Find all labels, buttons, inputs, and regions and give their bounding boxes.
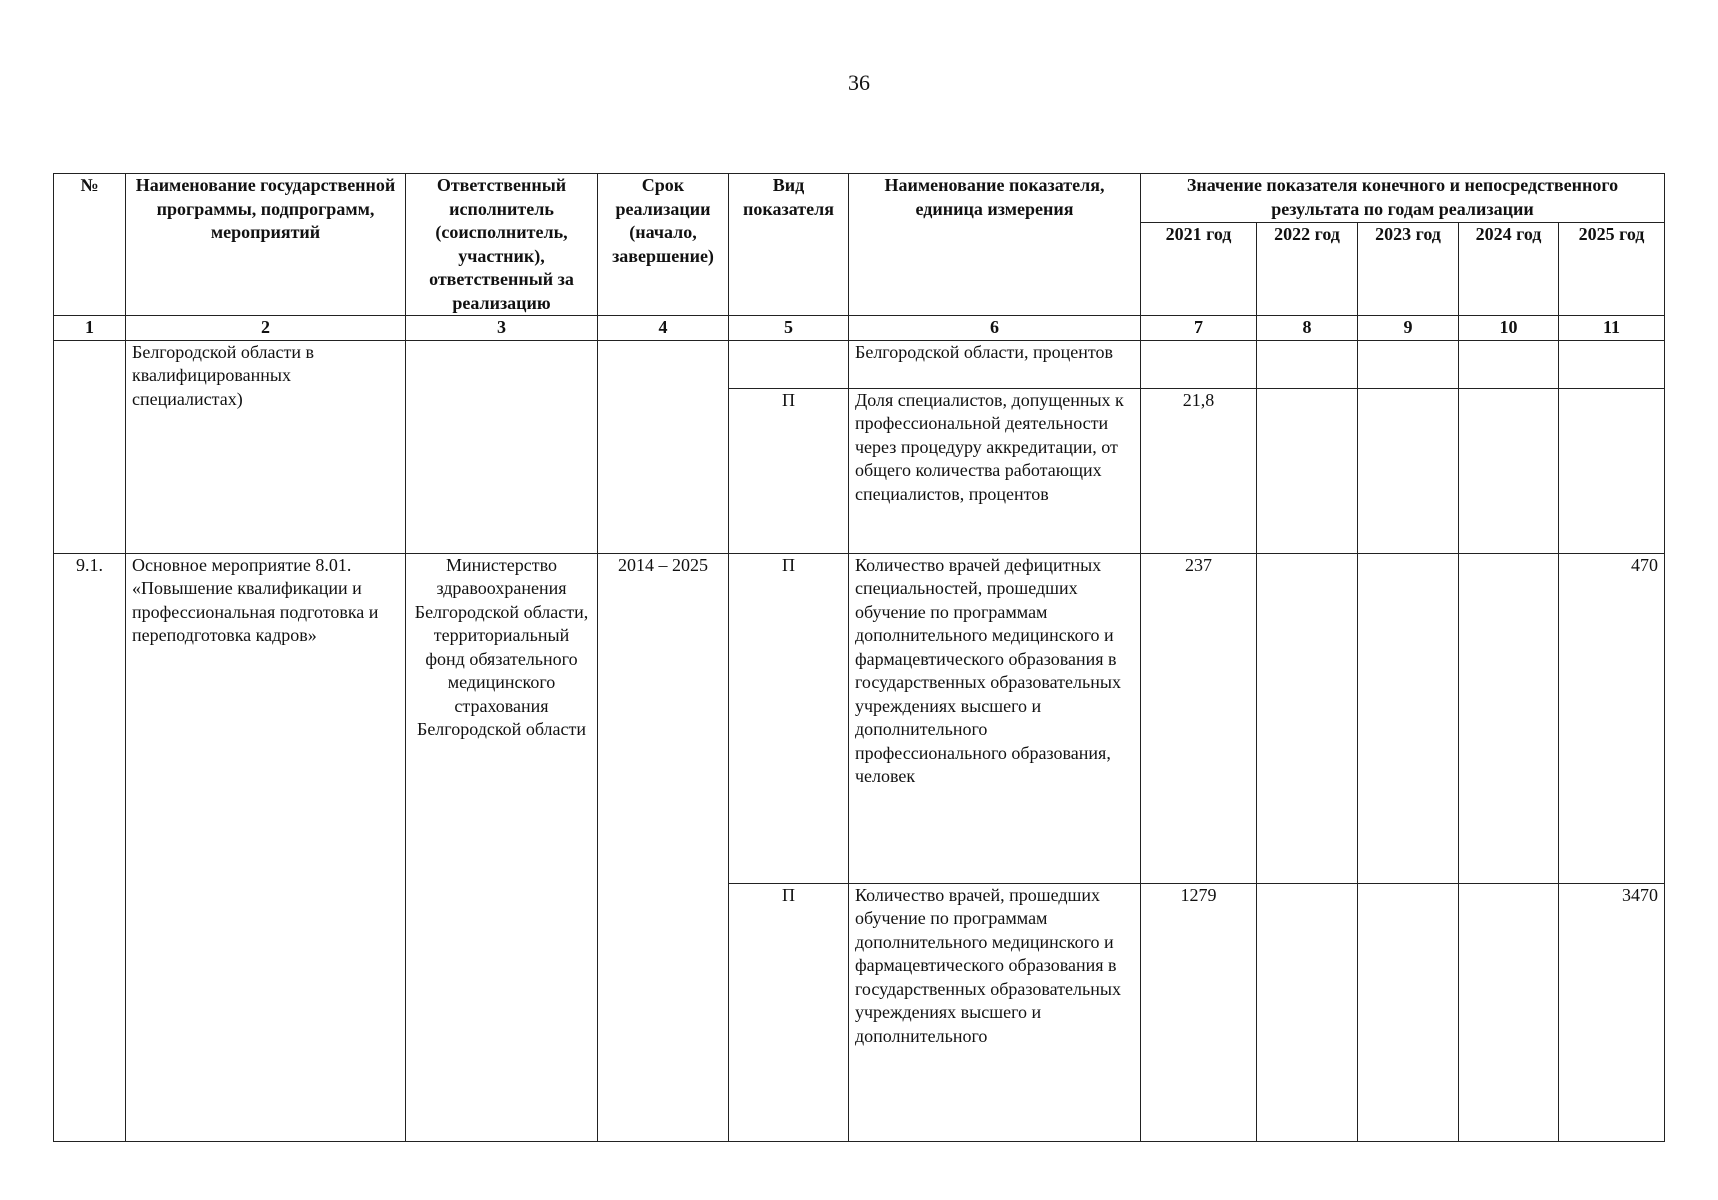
- value-2024: [1459, 883, 1559, 1141]
- column-numbers-row: [54, 316, 1665, 341]
- header-kind: Вид показателя: [729, 174, 849, 316]
- value-2023: [1358, 883, 1459, 1141]
- indicator-text: Количество врачей дефицитных специальностей, прошедших обучение по программам дополнительного медицинского и фармацевтического образования в государственных образовательных учреждениях высшего и дополнительного профессионального образования, человек: [849, 553, 1141, 883]
- value-2021: 237: [1141, 553, 1257, 883]
- row-executor: Министерство здравоохранения Белгородской области, территориальный фонд обязательного медицинского страхования Белгородской области: [406, 553, 598, 1141]
- column-number: 4: [598, 316, 729, 341]
- row-num: 9.1.: [54, 553, 126, 1141]
- value-2021: 1279: [1141, 883, 1257, 1141]
- indicator-kind: П: [729, 883, 849, 1141]
- column-number: 5: [729, 316, 849, 341]
- indicator-kind: П: [729, 553, 849, 883]
- page-number: 36: [848, 70, 870, 95]
- column-number: 8: [1257, 316, 1358, 341]
- header-year-2021: 2021 год: [1141, 223, 1257, 316]
- value-2021: 21,8: [1141, 388, 1257, 553]
- header-row: [54, 174, 1665, 223]
- value-2024: [1459, 388, 1559, 553]
- value-2022: [1257, 553, 1358, 883]
- value-2025: [1559, 388, 1665, 553]
- column-number: 6: [849, 316, 1141, 341]
- table-row: [54, 340, 1665, 388]
- indicator-text: Белгородской области, процентов: [849, 340, 1141, 388]
- value-2023: [1358, 340, 1459, 388]
- value-2022: [1257, 883, 1358, 1141]
- indicator-kind: [729, 340, 849, 388]
- value-2022: [1257, 388, 1358, 553]
- column-number: 11: [1559, 316, 1665, 341]
- header-name: Наименование государственной программы, подпрограмм, мероприятий: [126, 174, 406, 316]
- column-number: 10: [1459, 316, 1559, 341]
- indicators-table: [53, 173, 1665, 1142]
- value-2024: [1459, 340, 1559, 388]
- table-row: [54, 553, 1665, 883]
- column-number: 2: [126, 316, 406, 341]
- indicator-text: Доля специалистов, допущенных к профессиональной деятельности через процедуру аккредитации, от общего количества работающих специалистов, процентов: [849, 388, 1141, 553]
- indicator-kind: П: [729, 388, 849, 553]
- header-executor: Ответственный исполнитель (соисполнитель, участник), ответственный за реализацию: [406, 174, 598, 316]
- row-name: Основное мероприятие 8.01. «Повышение квалификации и профессиональная подготовка и переподготовка кадров»: [126, 553, 406, 1141]
- header-term: Срок реализации (начало, завершение): [598, 174, 729, 316]
- column-number: 7: [1141, 316, 1257, 341]
- row-num: [54, 340, 126, 553]
- value-2025: [1559, 340, 1665, 388]
- header-year-2023: 2023 год: [1358, 223, 1459, 316]
- column-number: 1: [54, 316, 126, 341]
- header-year-2025: 2025 год: [1559, 223, 1665, 316]
- value-2024: [1459, 553, 1559, 883]
- value-2025: 470: [1559, 553, 1665, 883]
- row-name: Белгородской области в квалифицированных специалистах): [126, 340, 406, 553]
- header-values-group: Значение показателя конечного и непосредственного результата по годам реализации: [1141, 174, 1665, 223]
- row-term: [598, 340, 729, 553]
- header-indicator: Наименование показателя, единица измерения: [849, 174, 1141, 316]
- value-2023: [1358, 388, 1459, 553]
- header-year-2024: 2024 год: [1459, 223, 1559, 316]
- value-2023: [1358, 553, 1459, 883]
- column-number: 3: [406, 316, 598, 341]
- value-2022: [1257, 340, 1358, 388]
- header-year-2022: 2022 год: [1257, 223, 1358, 316]
- row-term: 2014 – 2025: [598, 553, 729, 1141]
- header-num: №: [54, 174, 126, 316]
- indicator-text: Количество врачей, прошедших обучение по программам дополнительного медицинского и фармацевтического образования в государственных образовательных учреждениях высшего и дополнительного: [849, 883, 1141, 1141]
- column-number: 9: [1358, 316, 1459, 341]
- row-executor: [406, 340, 598, 553]
- value-2021: [1141, 340, 1257, 388]
- value-2025: 3470: [1559, 883, 1665, 1141]
